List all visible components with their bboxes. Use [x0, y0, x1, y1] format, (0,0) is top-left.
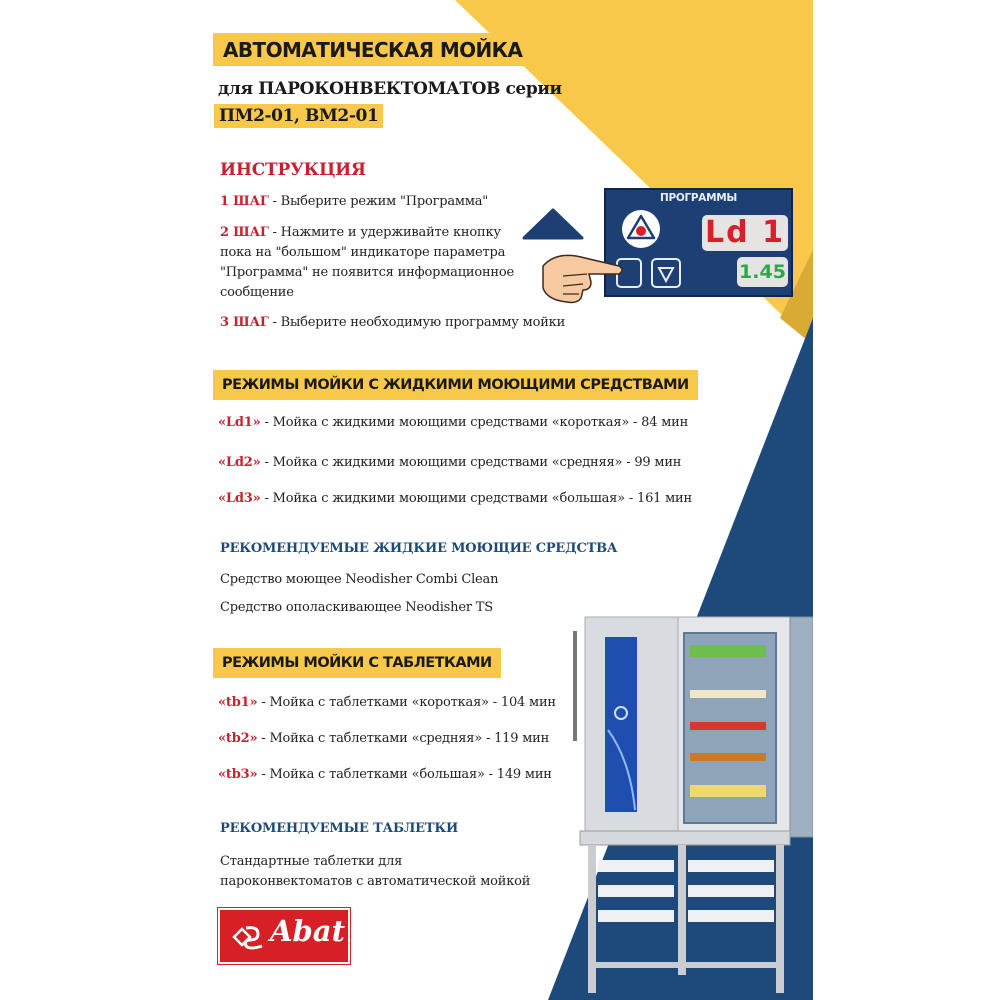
- control-panel: [604, 188, 793, 297]
- mode-ld2: «Ld2» - Мойка с жидкими моющими средствами «средняя» - 99 мин: [218, 455, 682, 470]
- page-title: АВТОМАТИЧЕСКАЯ МОЙКА: [213, 33, 532, 66]
- series-label: ПМ2-01, ВМ2-01: [214, 104, 383, 128]
- liquid-modes-title: РЕЖИМЫ МОЙКИ С ЖИДКИМИ МОЮЩИМИ СРЕДСТВАМИ: [213, 370, 698, 400]
- recommended-liquids-title: РЕКОМЕНДУЕМЫЕ ЖИДКИЕ МОЮЩИЕ СРЕДСТВА: [220, 541, 618, 556]
- mode-tb1: «tb1» - Мойка с таблетками «короткая» - 104 мин: [218, 695, 556, 710]
- poster: [180, 0, 813, 1000]
- abat-logo: [218, 908, 350, 964]
- panel-title: ПРОГРАММЫ: [660, 192, 737, 204]
- secondary-display: 1.45: [737, 257, 788, 287]
- main-display: Ld 1: [702, 215, 788, 251]
- down-triangle-icon: [653, 260, 679, 286]
- mode-tb3: «tb3» - Мойка с таблетками «большая» - 149 мин: [218, 767, 552, 782]
- recommended-liquid-1: Средство моющее Neodisher Combi Clean: [220, 572, 499, 587]
- down-arrow-button[interactable]: [651, 258, 681, 288]
- recommended-tablets-line-2: пароконвектоматов с автоматической мойкой: [220, 874, 531, 889]
- mode-ld3: «Ld3» - Мойка с жидкими моющими средствами «большая» - 161 мин: [218, 491, 692, 506]
- step-3: 3 ШАГ - Выберите необходимую программу мойки: [220, 315, 566, 330]
- abat-emblem-icon: [230, 922, 266, 952]
- instructions-title: ИНСТРУКЦИЯ: [220, 160, 366, 180]
- up-triangle-icon: [522, 208, 584, 240]
- recommended-liquid-2: Средство ополаскивающее Neodisher TS: [220, 600, 493, 615]
- step-2: 2 ШАГ - Нажмите и удерживайте кнопку пока на "большом" индикаторе параметра "Программа" не появится информационное сообщение: [220, 225, 515, 300]
- step-1: 1 ШАГ - Выберите режим "Программа": [220, 194, 489, 209]
- recommended-tablets-line-1: Стандартные таблетки для: [220, 854, 403, 869]
- mode-tb2: «tb2» - Мойка с таблетками «средняя» - 119 мин: [218, 731, 550, 746]
- logo-text: Abat: [270, 914, 345, 948]
- pointing-hand-icon: [537, 244, 627, 308]
- recommended-tablets-title: РЕКОМЕНДУЕМЫЕ ТАБЛЕТКИ: [220, 821, 459, 836]
- page-subtitle: для ПАРОКОНВЕКТОМАТОВ серии: [218, 79, 562, 99]
- tablet-modes-title: РЕЖИМЫ МОЙКИ С ТАБЛЕТКАМИ: [213, 648, 501, 678]
- mode-ld1: «Ld1» - Мойка с жидкими моющими средствами «короткая» - 84 мин: [218, 415, 689, 430]
